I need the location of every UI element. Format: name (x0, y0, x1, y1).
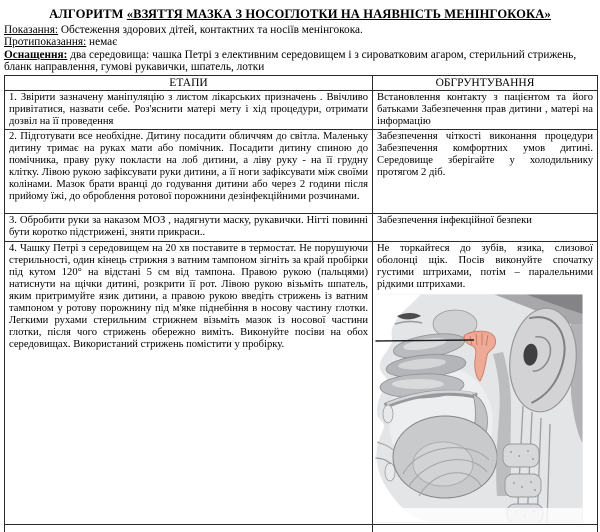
table-row (5, 91, 598, 130)
table-row (5, 242, 598, 525)
table-row (5, 214, 598, 242)
indications-label: Показання: (4, 24, 59, 36)
stages-header: ЕТАПИ (5, 76, 373, 91)
table-row-cutoff (5, 525, 598, 532)
table-header-row (5, 76, 598, 91)
stage-cell: 3. Обробити руки за наказом МОЗ , надягнути маску, рукавички. Нігті повинні бути коротко підстрижені, зняти прикраси.. (5, 214, 373, 242)
rationale-cell: Забезпечення інфекційної безпеки (373, 214, 598, 242)
contraindications-line (4, 36, 597, 48)
equipment-text: два середовища: чашка Петрі з елективним середовищем і з сироватковим агаром, стерильний стрижень, бланк направлення, гумові рукавички, шпатель, лотки (4, 48, 577, 73)
stage-cell: 4. Чашку Петрі з середовищем на 20 хв поставите в термостат. Не порушуючи стерильності, один кінець стрижня з ватним тампоном зігніть за край пробірки під кутом 120° на відстані 5 см від тампона. Правою рукою (пальцями) натиснути на щічки дитині, розкрити її рот. Лівою рукою візьміть шпатель, яким притримуйте язик дитини, а правою рукою введіть стрижень із ватним тампоном у ротову порожнину під м'яке піднебіння в носову частину глотки. Легкими рухами стерильним стрижнем візьміть мазок із носової частини глотки, після чого стрижень обережно виміть. Виконуйте посіви на обох середовищах. Використаний стрижень помістити у пробірку. (5, 242, 373, 525)
rationale-cell: Встановлення контакту з пацієнтом та його батьками Забезпечення прав дитини , матері на інформацію (373, 91, 598, 130)
algorithm-table (4, 75, 598, 532)
contraindications-text: немає (86, 36, 118, 49)
nasopharynx-anatomy-figure (375, 294, 583, 523)
indications-text: Обстеження здорових дітей, контактних та носіїв менінгокока. (58, 24, 363, 36)
rationale-header: ОБГРУНТУВАННЯ (373, 76, 598, 91)
nasopharynx-sagittal-section-illustration (375, 294, 583, 523)
stage-cell: 1. Звірити зазначену маніпуляцію з листом лікарських призначень . Ввічливо привітатися, назвати себе. Роз'яснити матері мету і хід процедури, отримати дозвіл на її проведення (5, 91, 373, 130)
rationale-text: Не торкайтеся до зубів, язика, слизової оболонці щік. Посів виконуйте спочатку густими штрихами, потім – паралельними рідкими штрихами. (377, 243, 593, 291)
contraindications-label: Протипоказання: (4, 36, 87, 49)
page-title (2, 7, 598, 22)
intro-block (4, 24, 597, 73)
document-page (0, 7, 600, 532)
stage-cell: 2. Підготувати все необхідне. Дитину посадити обличчям до світла. Маленьку дитину тримає на руках мати або помічник. Посадити дитину спиною до помічника, праву руку покласти на лоб дитини, а ліву руку - на її грудну клітку. Лівою рукою зафіксувати руки дитини, а її ноги зафіксувати між своїми колінами. Мазок брати вранці до годування дитини або через 2 години після прийому їжі, до оброблення ротової порожнини дезінфекційними розчинами. (5, 130, 373, 214)
indications-line (4, 24, 597, 36)
table-row (5, 130, 598, 214)
stage-cell-empty (5, 525, 373, 532)
title-prefix: АЛГОРИТМ (49, 7, 127, 21)
title-main: «ВЗЯТТЯ МАЗКА З НОСОГЛОТКИ НА НАЯВНІСТЬ МЕНІНГОКОКА» (126, 7, 551, 21)
rationale-cell: Забезпечення чіткості виконання процедури Забезпечення комфортних умов дитині. Середовище зберігайте у холодильнику протягом 2 діб. (373, 130, 598, 214)
equipment-label: Оснащення: (4, 48, 68, 61)
rationale-cell (373, 242, 598, 525)
rationale-cell-empty (373, 525, 598, 532)
equipment-line (4, 49, 597, 74)
